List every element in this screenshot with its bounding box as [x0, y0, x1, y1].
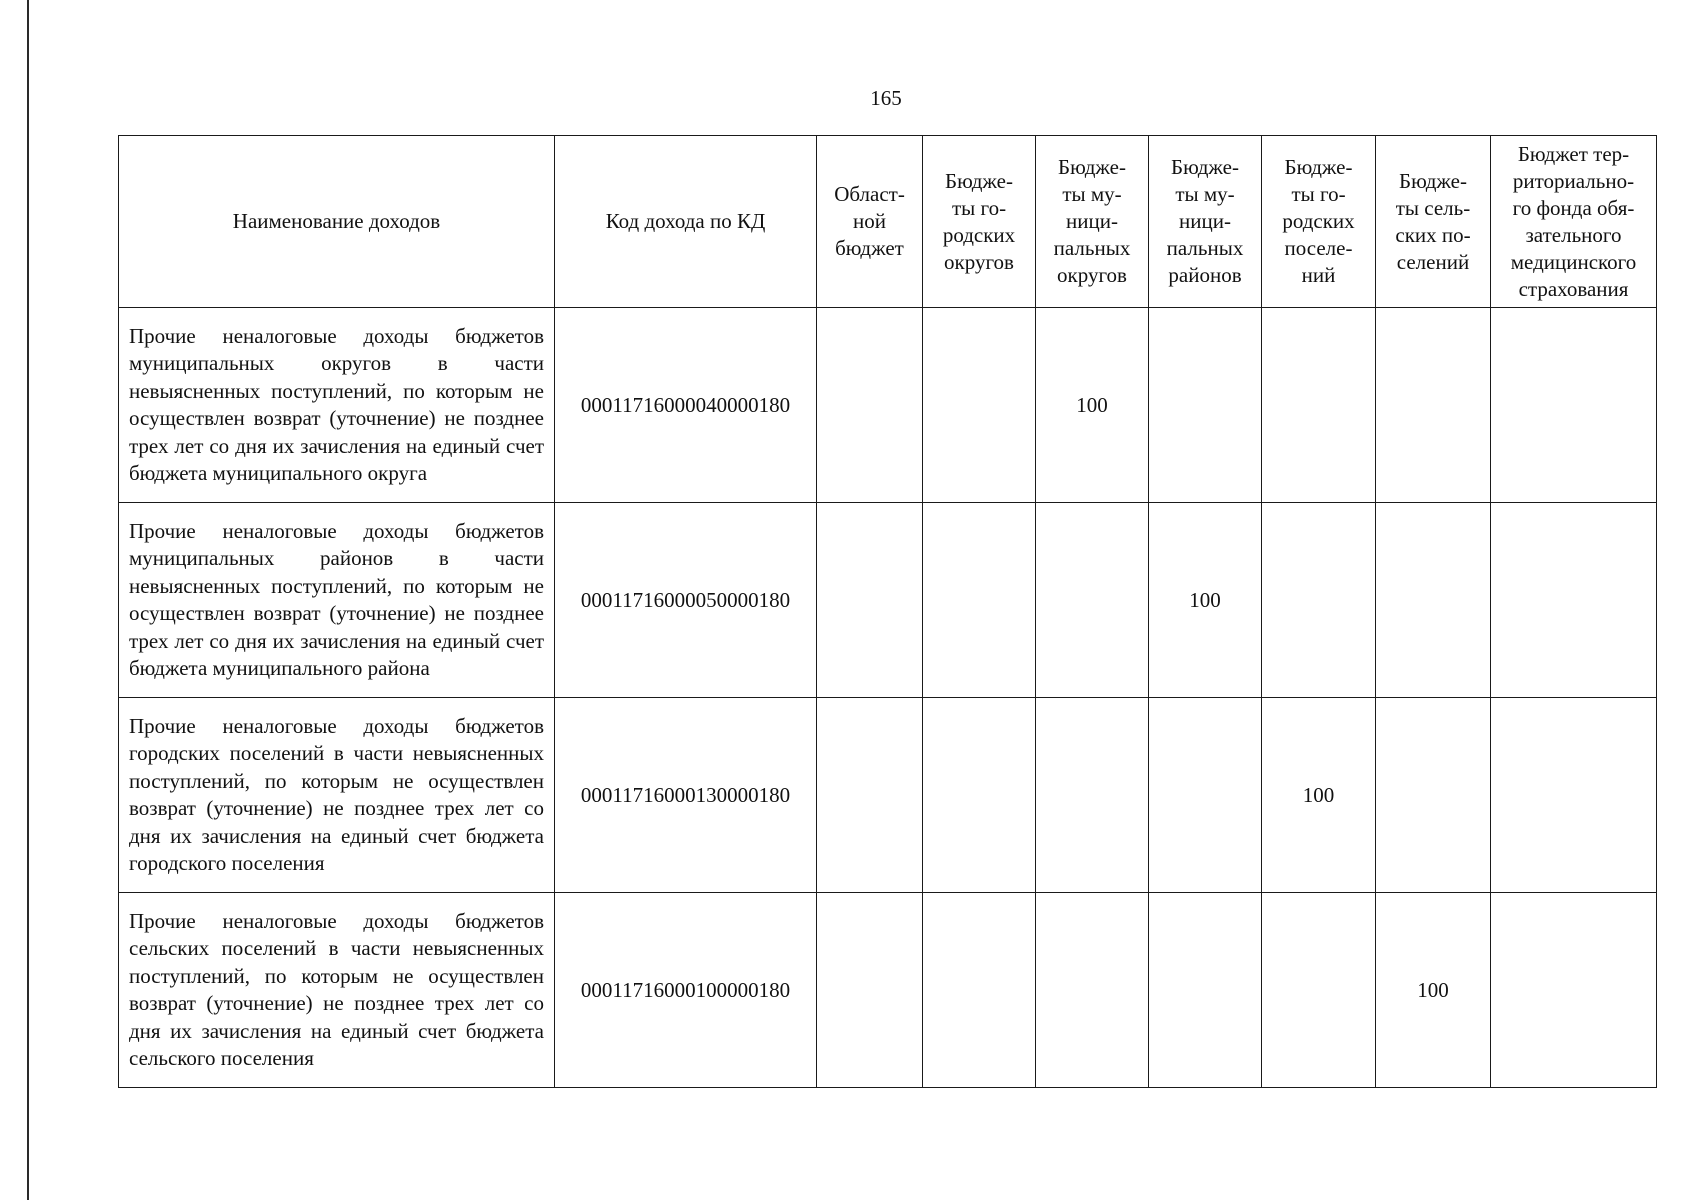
percent-cell: 100	[1036, 308, 1149, 503]
page-number: 165	[870, 86, 902, 110]
column-header: Код дохода по КД	[555, 136, 817, 308]
income-table	[118, 135, 1657, 1088]
income-name-cell: Прочие неналоговые доходы бюджетов городских поселений в части невыясненных поступлений, по которым не осуществлен возврат (уточнение) не позднее трех лет со дня их зачисления на единый счет бюджета городского поселения	[119, 698, 555, 893]
percent-cell	[1376, 503, 1491, 698]
column-header: Наименование доходов	[119, 136, 555, 308]
column-header: Бюдже- ты му- ници- пальных округов	[1036, 136, 1149, 308]
percent-cell	[1036, 893, 1149, 1088]
percent-cell: 100	[1376, 893, 1491, 1088]
percent-cell	[1376, 698, 1491, 893]
column-header: Бюдже- ты го- родских поселе- ний	[1262, 136, 1376, 308]
table-row	[119, 503, 1657, 698]
income-code-cell: 00011716000040000180	[555, 308, 817, 503]
percent-cell	[1262, 503, 1376, 698]
percent-cell	[923, 698, 1036, 893]
page-margin-line	[27, 0, 29, 1200]
income-name-cell: Прочие неналоговые доходы бюджетов муниципальных округов в части невыясненных поступлений, по которым не осуществлен возврат (уточнение) не позднее трех лет со дня их зачисления на единый счет бюджета муниципального округа	[119, 308, 555, 503]
percent-cell: 100	[1149, 503, 1262, 698]
column-header: Бюдже- ты сель- ских по- селений	[1376, 136, 1491, 308]
income-name-cell: Прочие неналоговые доходы бюджетов муниципальных районов в части невыясненных поступлений, по которым не осуществлен возврат (уточнение) не позднее трех лет со дня их зачисления на единый счет бюджета муниципального района	[119, 503, 555, 698]
percent-cell	[817, 503, 923, 698]
percent-cell	[923, 308, 1036, 503]
income-code-cell: 00011716000050000180	[555, 503, 817, 698]
percent-cell	[1036, 698, 1149, 893]
table-body	[119, 308, 1657, 1088]
percent-cell	[1262, 893, 1376, 1088]
percent-cell	[1491, 308, 1657, 503]
percent-cell	[1491, 893, 1657, 1088]
percent-cell	[1491, 698, 1657, 893]
column-header: Бюдже- ты му- ници- пальных районов	[1149, 136, 1262, 308]
column-header: Област- ной бюджет	[817, 136, 923, 308]
percent-cell	[923, 893, 1036, 1088]
column-header: Бюджет тер- риториально- го фонда обя- зательного медицинского страхования	[1491, 136, 1657, 308]
percent-cell	[923, 503, 1036, 698]
header-row	[119, 136, 1657, 308]
percent-cell	[817, 698, 923, 893]
table-row	[119, 893, 1657, 1088]
income-name-cell: Прочие неналоговые доходы бюджетов сельских поселений в части невыясненных поступлений, по которым не осуществлен возврат (уточнение) не позднее трех лет со дня их зачисления на единый счет бюджета сельского поселения	[119, 893, 555, 1088]
percent-cell	[1036, 503, 1149, 698]
percent-cell	[1149, 698, 1262, 893]
percent-cell	[1262, 308, 1376, 503]
table-row	[119, 698, 1657, 893]
column-header: Бюдже- ты го- родских округов	[923, 136, 1036, 308]
percent-cell	[1491, 503, 1657, 698]
percent-cell	[1376, 308, 1491, 503]
income-code-cell: 00011716000130000180	[555, 698, 817, 893]
percent-cell: 100	[1262, 698, 1376, 893]
percent-cell	[817, 893, 923, 1088]
percent-cell	[817, 308, 923, 503]
table-row	[119, 308, 1657, 503]
percent-cell	[1149, 893, 1262, 1088]
income-code-cell: 00011716000100000180	[555, 893, 817, 1088]
percent-cell	[1149, 308, 1262, 503]
